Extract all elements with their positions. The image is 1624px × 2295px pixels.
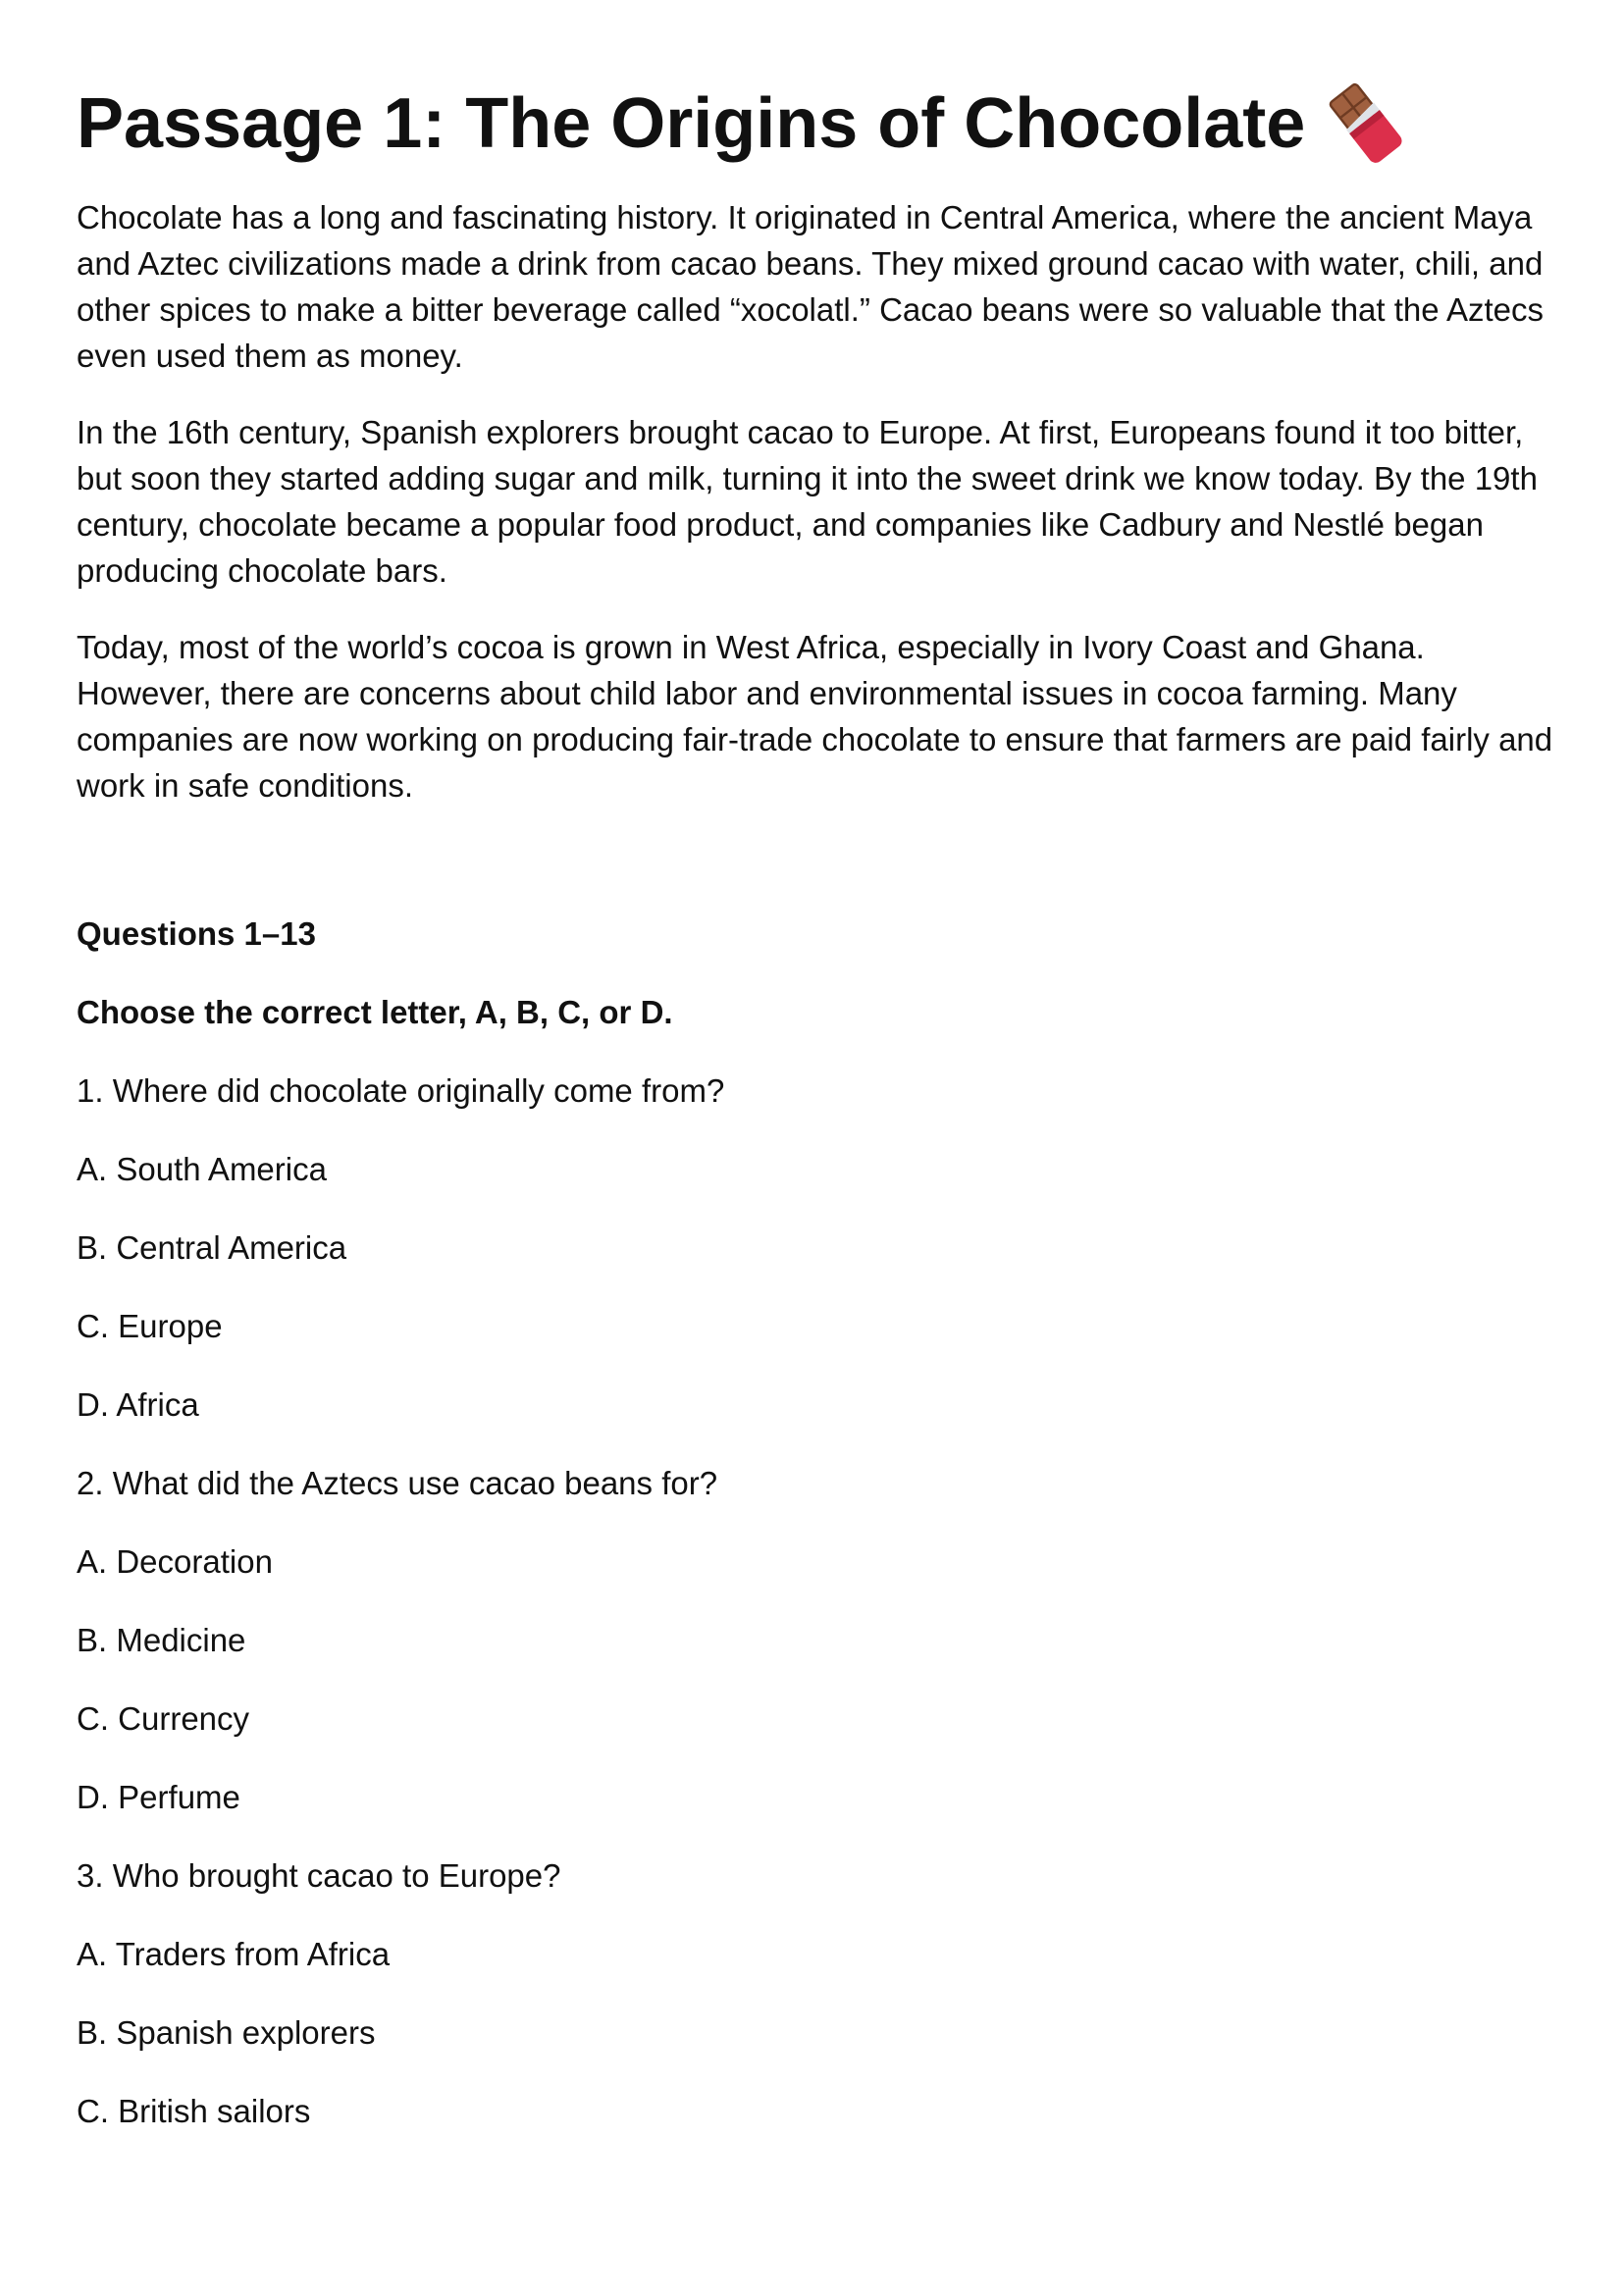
answer-option: B. Central America xyxy=(77,1229,347,1266)
passage-paragraph-3: Today, most of the world’s cocoa is grown in West Africa, especially in Ivory Coast and Ghana. However, there are concerns about child labor and environmental issues in cocoa farming. Many companies are now working on producing fair-trade chocolate to ensure that farmers are paid fairly and work in safe conditions. xyxy=(77,629,1553,804)
answer-option: A. Decoration xyxy=(77,1543,273,1580)
question-text: 3. Who brought cacao to Europe? xyxy=(77,1857,561,1894)
passage-paragraph-1: Chocolate has a long and fascinating history. It originated in Central America, where the ancient Maya and Aztec civilizations made a drink from cacao beans. They mixed ground cacao with water, chili, and other spices to make a bitter beverage called “xocolatl.” Cacao beans were so valuable that the Aztecs even used them as money. xyxy=(77,199,1544,374)
page-title-text: Passage 1: The Origins of Chocolate xyxy=(77,84,1306,163)
answer-option: A. South America xyxy=(77,1151,327,1187)
questions-instruction: Choose the correct letter, A, B, C, or D. xyxy=(77,994,673,1030)
question-text: 1. Where did chocolate originally come from? xyxy=(77,1072,725,1109)
passage-body xyxy=(77,194,1568,808)
answer-option: B. Medicine xyxy=(77,1622,246,1658)
question-2 xyxy=(77,1460,1568,1820)
answer-option: C. Currency xyxy=(77,1700,250,1737)
answer-option: C. British sailors xyxy=(77,2093,311,2129)
question-1 xyxy=(77,1068,1568,1428)
chocolate-bar-icon xyxy=(1323,80,1409,167)
passage-paragraph-2: In the 16th century, Spanish explorers brought cacao to Europe. At first, Europeans found it too bitter, but soon they started adding sugar and milk, turning it into the sweet drink we know today. By the 19th century, chocolate became a popular food product, and companies like Cadbury and Nestlé began producing chocolate bars. xyxy=(77,414,1538,589)
answer-option: C. Europe xyxy=(77,1308,223,1344)
answer-option: A. Traders from Africa xyxy=(77,1936,391,1972)
answer-option: B. Spanish explorers xyxy=(77,2014,376,2051)
answer-option: D. Africa xyxy=(77,1386,199,1423)
questions-section xyxy=(77,911,1568,2134)
questions-heading: Questions 1–13 xyxy=(77,915,316,952)
question-text: 2. What did the Aztecs use cacao beans for? xyxy=(77,1465,718,1501)
page-title xyxy=(77,77,1568,171)
question-3 xyxy=(77,1852,1568,2134)
document-page xyxy=(77,77,1568,2166)
answer-option: D. Perfume xyxy=(77,1779,240,1815)
